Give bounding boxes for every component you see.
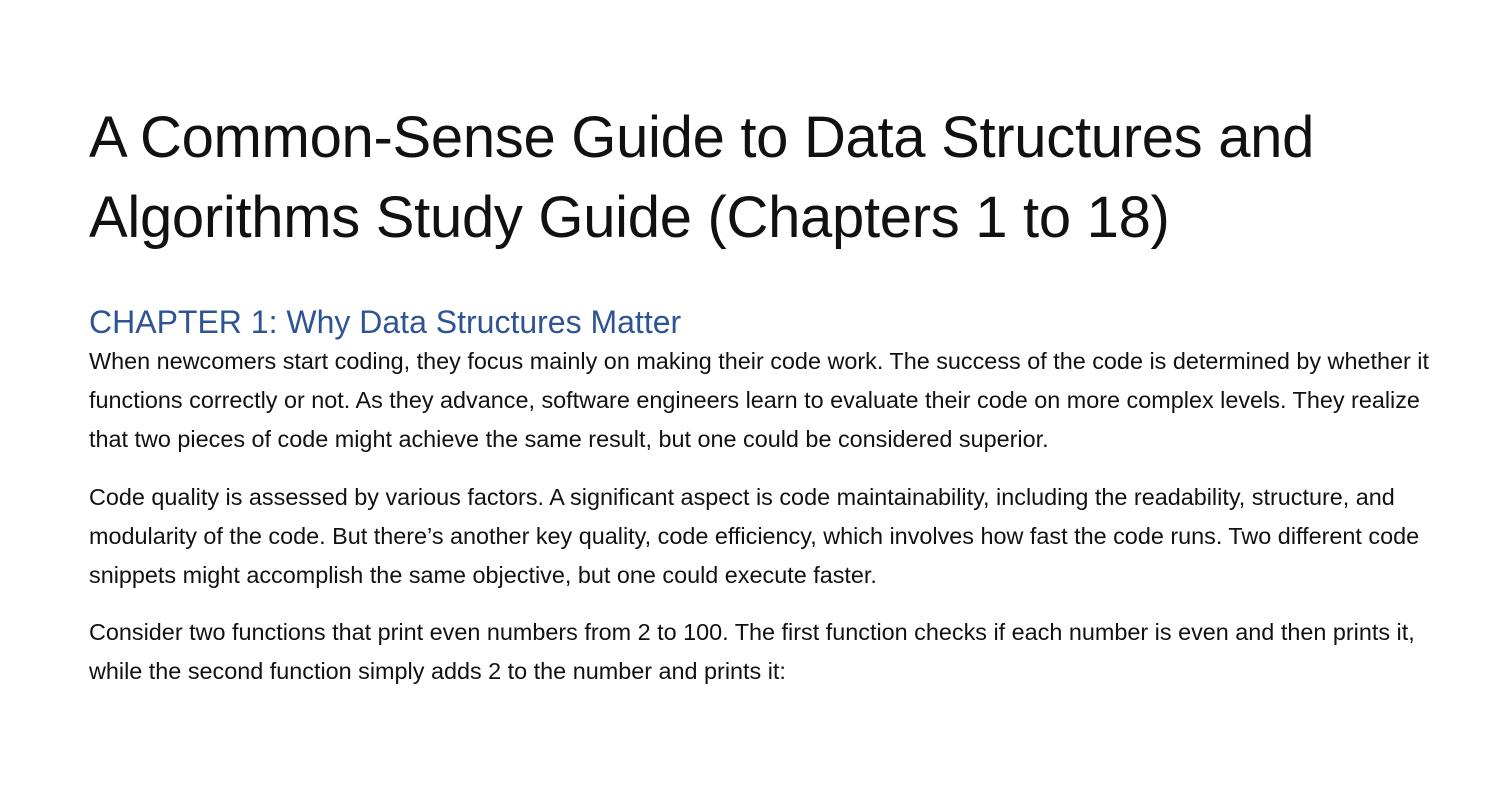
chapter-heading: CHAPTER 1: Why Data Structures Matter [89,304,682,340]
paragraph: Consider two functions that print even numbers from 2 to 100. The first function checks if each number is even and then prints it, while the second function simply adds 2 to the number and prints it: [89,619,1415,685]
paragraph: Code quality is assessed by various factors. A significant aspect is code maintainability, including the readability, structure, and modularity of the code. But there’s another key quality, code efficiency, which involves how fast the code runs. Two different code snippets might accomplish the same objective, but one could execute faster. [89,483,1420,589]
paragraph: When newcomers start coding, they focus mainly on making their code work. The success of the code is determined by whether it functions correctly or not. As they advance, software engineers learn to evaluate their code on more complex levels. They realize that two pieces of code might achieve the same result, but one could be considered superior. [89,348,1429,453]
document-title: A Common-Sense Guide to Data Structures and Algorithms Study Guide (Chapters 1 to 18) [89,105,1315,250]
document-body [89,98,1429,692]
